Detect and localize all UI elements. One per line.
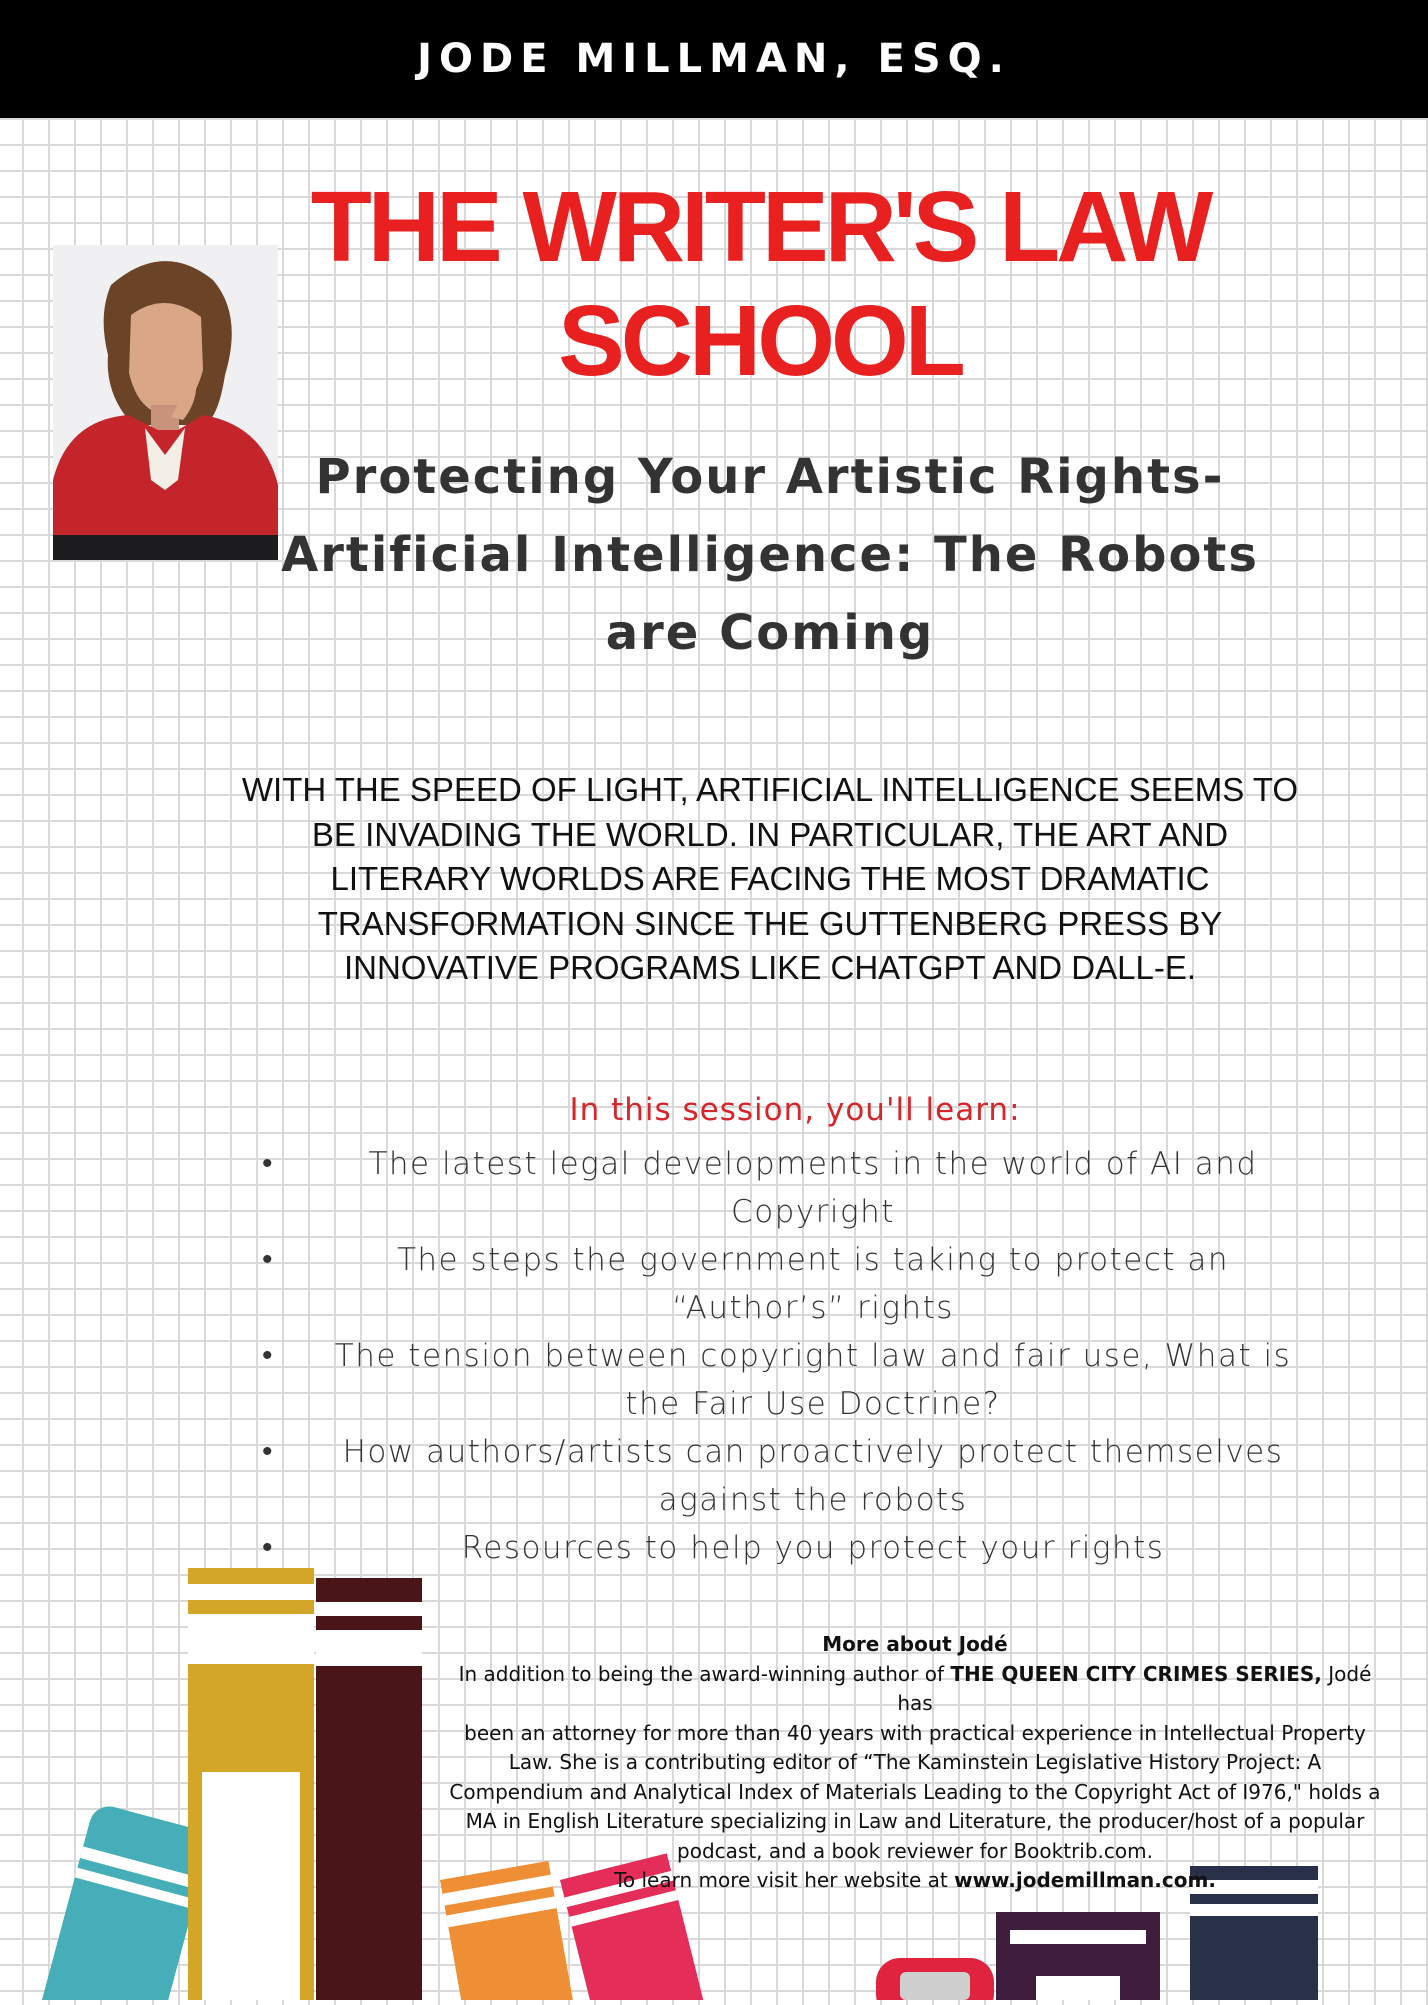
main-title [270,170,1250,398]
about-line: Compendium and Analytical Index of Materials Leading to the Copyright Act of I976," holds a [449,1779,1381,1804]
list-item [258,1236,1318,1332]
about-line: MA in English Literature specializing in Law and Literature, the producer/host of a popular [465,1809,1365,1833]
learn-list [258,1140,1318,1572]
about-text: To learn more visit her website at [614,1868,955,1892]
intro-line: TRANSFORMATION SINCE THE GUTTENBERG PRESS BY [317,904,1223,942]
about-line [440,1660,1390,1719]
list-item-line: How authors/artists can proactively protect themselves [342,1434,1284,1470]
bullet-icon: • [262,1146,275,1181]
about-line: Law. She is a contributing editor of “The Kaminstein Legislative History Project: A [508,1750,1322,1774]
list-item [258,1332,1318,1428]
author-photo [53,245,278,560]
about-heading [440,1630,1390,1660]
list-item-line: against the robots [658,1482,968,1518]
list-item [258,1140,1318,1236]
author-portrait-image [53,245,278,560]
list-item-line: Resources to help you protect your rights [461,1530,1165,1566]
list-item-line: the Fair Use Doctrine? [625,1386,1001,1422]
about-line: been an attorney for more than 40 years with practical experience in Intellectual Property [464,1720,1366,1745]
about-heading-text: More about Jodé [822,1632,1008,1656]
bullet-icon: • [262,1338,275,1373]
about-line: podcast, and a book reviewer for Booktrib.com. [677,1838,1153,1863]
subtitle [260,438,1280,672]
list-item [258,1428,1318,1524]
intro-line: BE INVADING THE WORLD. IN PARTICULAR, THE ART AND [311,815,1229,853]
intro-line: LITERARY WORLDS ARE FACING THE MOST DRAMATIC [330,860,1210,897]
about-line [440,1866,1390,1896]
bullet-icon: • [262,1242,275,1277]
about-text: Jodé has [897,1661,1372,1715]
subtitle-line: are Coming [605,605,935,661]
main-title-line: THE WRITER'S LAW [310,171,1210,283]
learn-heading: In this session, you'll learn: [569,1092,1021,1128]
main-title-line: SCHOOL [558,285,962,397]
about-text: In addition to being the award-winning author of [458,1661,951,1686]
list-item-line: The latest legal developments in the world of AI and [368,1146,1258,1182]
list-item-line: Copyright [731,1194,895,1230]
intro-line: INNOVATIVE PROGRAMS LIKE CHATGPT AND DALL-E. [343,949,1197,986]
intro-paragraph [230,768,1310,991]
website-link[interactable]: www.jodemillman.com. [954,1868,1216,1892]
intro-line: WITH THE SPEED OF LIGHT, ARTIFICIAL INTELLIGENCE SEEMS TO [241,771,1299,808]
list-item-line: The steps the government is taking to protect an [396,1242,1230,1278]
list-item-line: “Author’s” rights [672,1290,954,1326]
subtitle-line: Artificial Intelligence: The Robots [281,527,1259,583]
header-bar [0,0,1428,118]
list-item-line: The tension between copyright law and fair use, What is [334,1338,1292,1374]
bullet-icon: • [262,1434,275,1469]
bullet-icon: • [262,1530,275,1565]
subtitle-line: Protecting Your Artistic Rights- [315,449,1225,505]
about-section [440,1630,1390,1896]
header-title: JODE MILLMAN, ESQ. [417,36,1011,82]
series-title: THE QUEEN CITY CRIMES SERIES, [950,1661,1322,1686]
